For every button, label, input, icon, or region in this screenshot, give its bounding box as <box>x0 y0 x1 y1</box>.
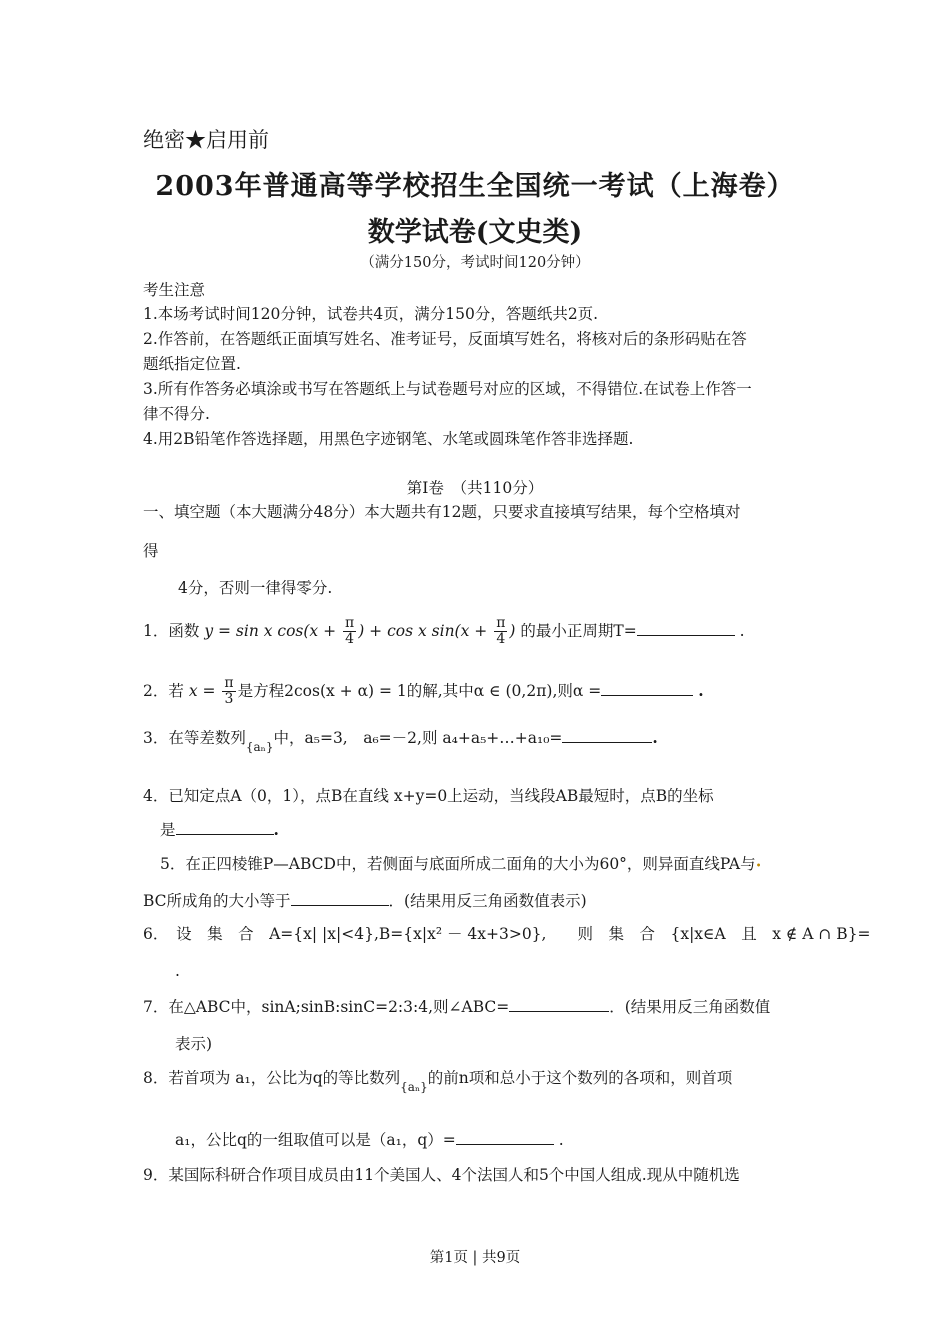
question-1: 1．函数 y = sin x cos(x + $\frac{\pi}{4}$ ) + cos x sin(x + $\frac{\pi}{4}$ ) 的最小正周期T= . <box>143 615 745 648</box>
q2-answer-blank[interactable] <box>601 681 693 696</box>
q8-answer-blank[interactable] <box>456 1130 554 1145</box>
question-8-cont <box>175 1128 564 1150</box>
exam-title: 2003年普通高等学校招生全国统一考试（上海卷） <box>155 171 795 202</box>
q1-fraction-1 <box>343 616 356 648</box>
q8-middle: 的前n项和总小于这个数列的各项和，则首项 <box>427 1069 733 1087</box>
question-7 <box>143 995 770 1017</box>
q3-prefix: 3．在等差数列 <box>143 729 246 747</box>
q8-sequence: {aₙ} <box>400 1080 428 1094</box>
q2-frac-num: π <box>224 675 234 691</box>
q1-fraction-2 <box>494 616 507 648</box>
question-4-cont: 是 . <box>160 820 279 839</box>
section-title: 第Ⅰ卷 （共110分） <box>406 479 544 497</box>
q3-sequence: {aₙ} <box>245 740 274 754</box>
q1-frac-2-den: 4 <box>496 631 506 648</box>
question-5 <box>160 852 762 874</box>
question-4: 4．已知定点A（0，1），点B在直线 x+y=0上运动，当线段AB最短时，点B的坐标 <box>143 787 714 805</box>
section-intro-cont: 得 <box>143 542 159 560</box>
q5-answer-blank[interactable] <box>291 891 389 906</box>
q5-suffix: ．(结果用反三角函数值表示) <box>388 892 587 910</box>
q2-middle: 是方程2cos(x + α) = 1的解,其中α ∈ (0,2π),则α = <box>237 681 602 700</box>
q5-prefix: BC所成角的大小等于 <box>143 892 291 910</box>
q2-frac-den: 3 <box>224 691 234 708</box>
question-2: 2．若 x = $\frac{\pi}{3}$ 是方程2cos(x + α) = 1的解,其中α ∈ (0,2π),则α = . <box>143 675 704 708</box>
q1-suffix: 的最小正周期T= <box>520 621 637 640</box>
q3-answer-blank[interactable] <box>562 728 652 743</box>
question-3: 3．在等差数列{aₙ}中，a₅=3, a₆=－2,则 a₄+a₅+…+a₁₀= . <box>143 728 658 754</box>
section-intro-cont-2: 4分，否则一律得零分. <box>178 579 333 597</box>
q1-expression-a: y = sin x cos(x + <box>204 621 341 640</box>
notice-item-2: 2.作答前，在答题纸正面填写姓名、准考证号，反面填写姓名，将核对后的条形码贴在答 <box>143 330 747 348</box>
q1-expression-b: ) + cos x sin(x + <box>358 621 493 640</box>
question-6: 6． 设 集 合 A={x| |x|<4},B={x|x² － 4x+3>0}, 则 集 合 {x|x∈A 且 x ∉ A ∩ B}= <box>143 925 871 943</box>
q7-suffix: ．(结果用反三角函数值 <box>609 998 771 1016</box>
question-8 <box>143 1066 733 1094</box>
exam-info: （满分150分，考试时间120分钟） <box>360 255 590 271</box>
notice-item-2-cont: 题纸指定位置. <box>143 355 241 373</box>
q1-prefix: 1．函数 <box>143 621 200 640</box>
q2-expression: x = <box>188 681 221 700</box>
notice-heading: 考生注意 <box>143 281 206 299</box>
notice-item-4: 4.用2B铅笔作答选择题，用黑色字迹钢笔、水笔或圆珠笔作答非选择题. <box>143 430 634 448</box>
notice-item-3-cont: 律不得分. <box>143 405 210 423</box>
section-intro: 一、填空题（本大题满分48分）本大题共有12题，只要求直接填写结果，每个空格填对 <box>143 503 741 521</box>
q5-text: 5．在正四棱锥P—ABCD中，若侧面与底面所成二面角的大小为60°，则异面直线PA与 <box>160 855 756 873</box>
q1-answer-blank[interactable] <box>637 621 735 636</box>
q8-cont-prefix: a₁，公比q的一组取值可以是（a₁，q）= <box>175 1131 456 1149</box>
q7-prefix: 7．在△ABC中，sinA;sinB:sinC=2:3:4,则∠ABC= <box>143 998 510 1016</box>
notice-item-1: 1.本场考试时间120分钟，试卷共4页，满分150分，答题纸共2页. <box>143 305 599 323</box>
marker-dot-icon: • <box>755 861 762 872</box>
q8-prefix: 8．若首项为 a₁，公比为q的等比数列 <box>143 1069 401 1087</box>
q7-answer-blank[interactable] <box>509 997 609 1012</box>
q2-prefix: 2．若 <box>143 681 184 700</box>
page-footer: 第1页 | 共9页 <box>429 1250 521 1266</box>
exam-subtitle: 数学试卷(文史类) <box>367 217 583 248</box>
q8-cont-suffix: . <box>558 1131 564 1149</box>
question-9: 9．某国际科研合作项目成员由11个美国人、4个法国人和5个中国人组成.现从中随机选 <box>143 1166 740 1184</box>
secret-label: 绝密★启用前 <box>143 128 269 152</box>
question-7-cont: 表示) <box>175 1035 213 1053</box>
notice-item-3: 3.所有作答务必填涂或书写在答题纸上与试卷题号对应的区域，不得错位.在试卷上作答一 <box>143 380 752 398</box>
q3-middle: 中，a₅=3, a₆=－2,则 a₄+a₅+…+a₁₀= <box>273 729 563 747</box>
q4-prefix: 是 <box>160 821 176 839</box>
q1-expression-c: ) <box>509 621 516 640</box>
q1-frac-1-num: π <box>345 615 355 631</box>
q2-fraction <box>222 676 235 708</box>
question-5-cont <box>143 889 587 911</box>
q4-answer-blank[interactable] <box>176 820 274 835</box>
q1-frac-2-num: π <box>496 615 506 631</box>
question-6-cont: . <box>175 962 180 980</box>
q1-frac-1-den: 4 <box>345 631 355 648</box>
